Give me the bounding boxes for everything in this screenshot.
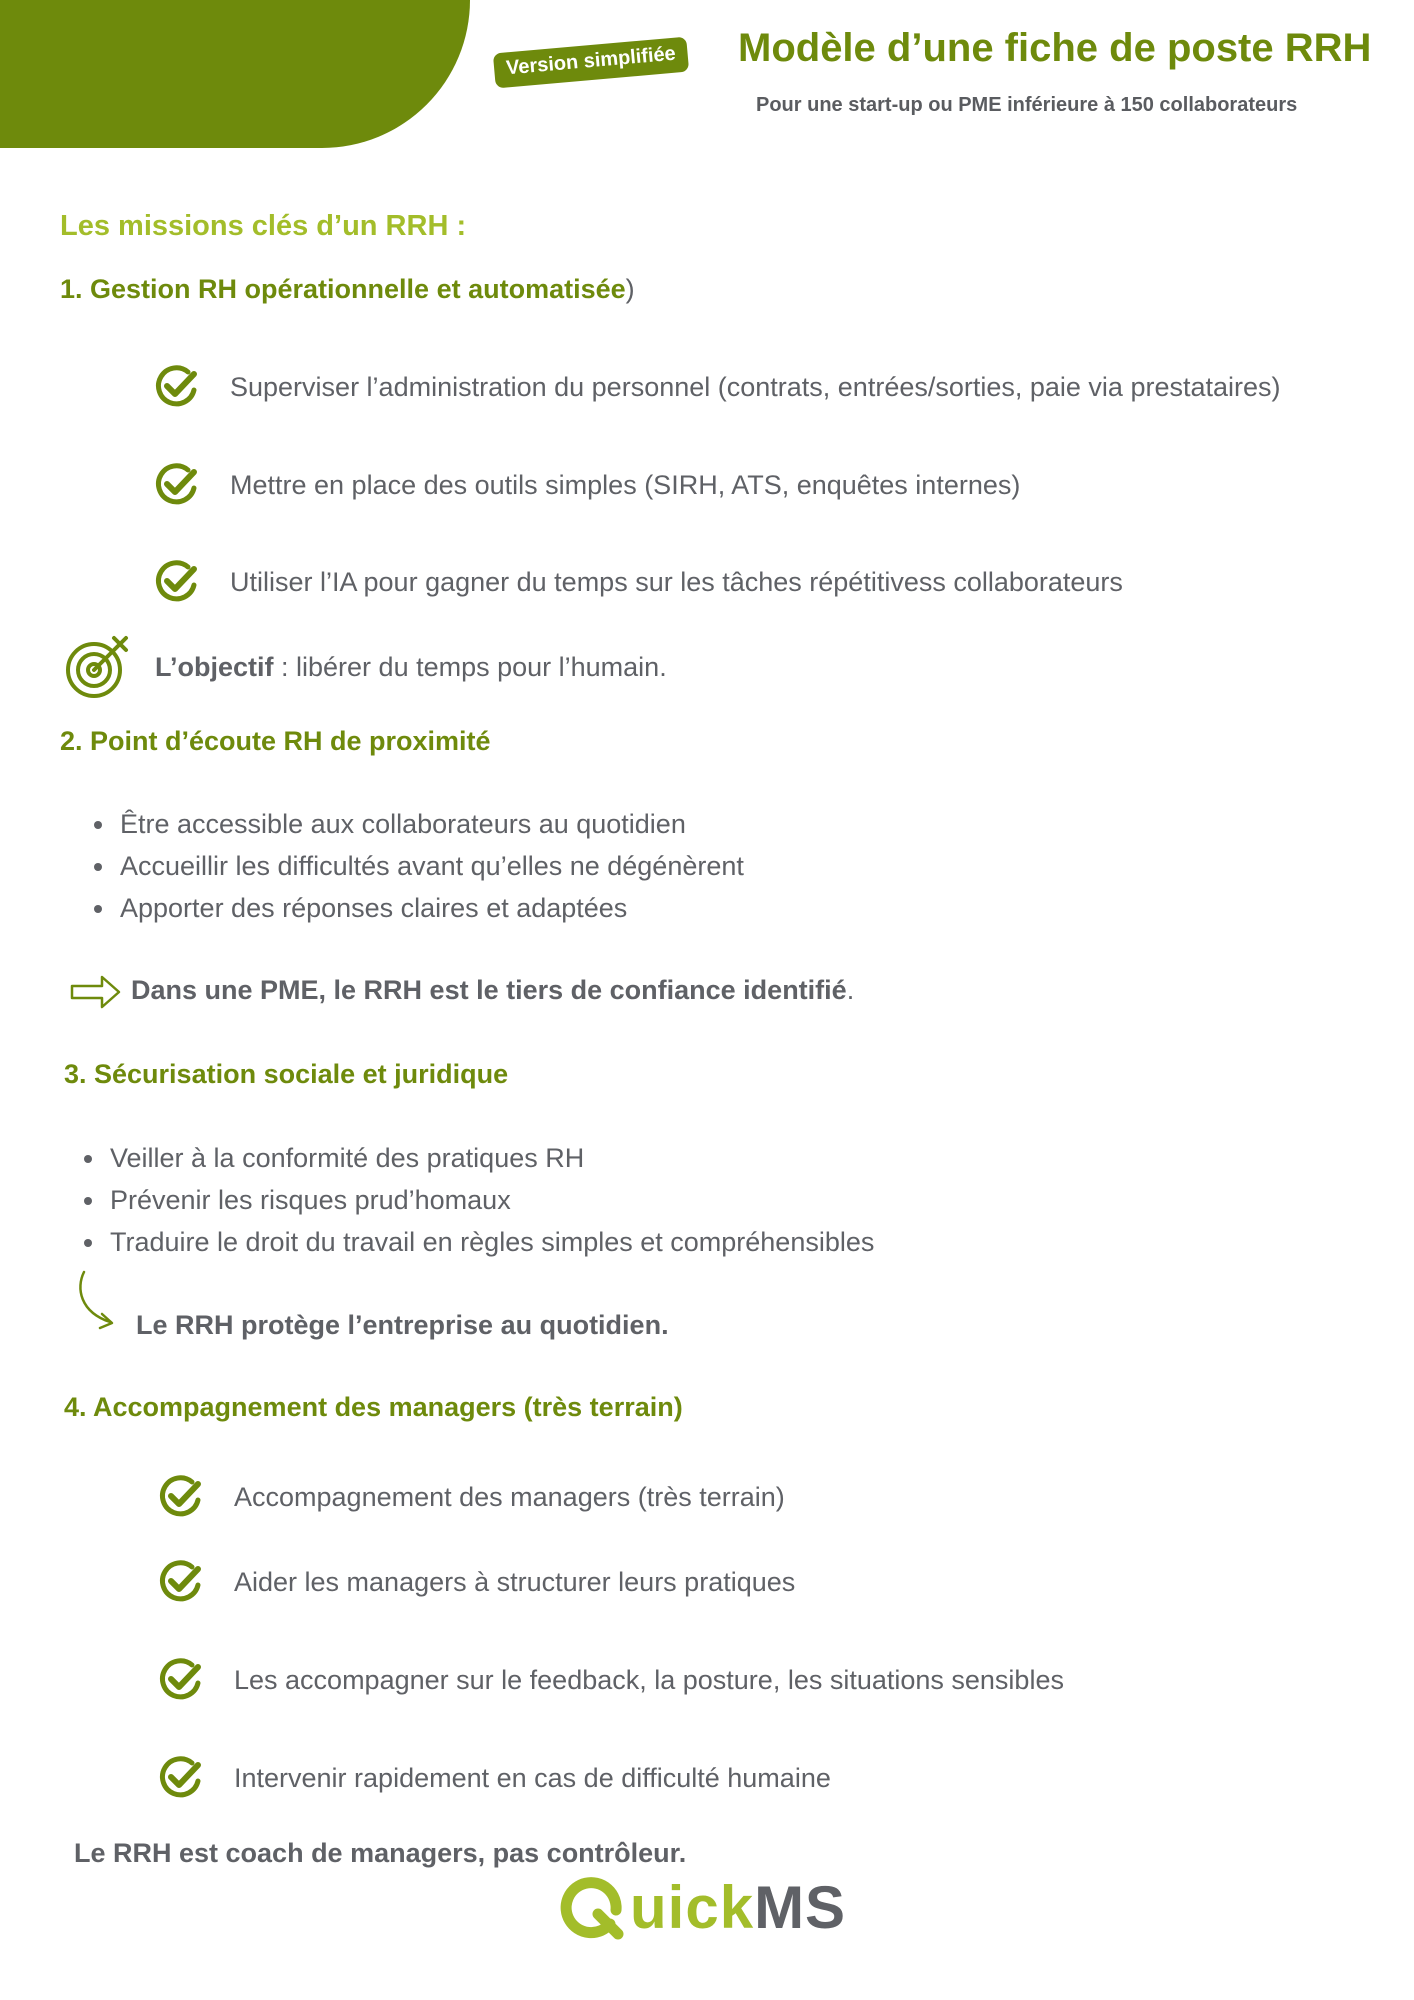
section2-list bbox=[90, 803, 744, 929]
version-badge: Version simplifiée bbox=[493, 37, 689, 89]
check-circle-icon bbox=[158, 1755, 204, 1801]
section1-objective-label: L’objectif bbox=[155, 652, 274, 682]
logo-text-ms: MS bbox=[754, 1873, 847, 1941]
section1-objective-text: : libérer du temps pour l’humain. bbox=[273, 652, 667, 682]
outline-arrow-right-icon bbox=[70, 974, 122, 1010]
list-item: Veiller à la conformité des pratiques RH bbox=[80, 1137, 874, 1179]
section2-conclusion-text: Dans une PME, le RRH est le tiers de confiance identifié bbox=[131, 975, 847, 1005]
target-arrow-icon bbox=[64, 632, 132, 700]
section1-item bbox=[154, 557, 1123, 607]
page-title: Modèle d’une fiche de poste RRH bbox=[738, 26, 1372, 70]
check-circle-icon bbox=[154, 462, 200, 508]
section1-item bbox=[154, 460, 1020, 510]
section4-item bbox=[158, 1472, 785, 1522]
section3-list bbox=[80, 1137, 874, 1263]
quickms-q-icon bbox=[560, 1874, 626, 1940]
list-item: Prévenir les risques prud’homaux bbox=[80, 1179, 874, 1221]
section3-heading: 3. Sécurisation sociale et juridique bbox=[64, 1059, 509, 1089]
section4-item bbox=[158, 1557, 795, 1607]
section2-conclusion bbox=[131, 975, 854, 1006]
section4-item bbox=[158, 1753, 831, 1803]
section1-item-text: Superviser l’administration du personnel (contrats, entrées/sorties, paie via prestataires) bbox=[230, 371, 1281, 402]
section3-conclusion: Le RRH protège l’entreprise au quotidien. bbox=[136, 1310, 669, 1340]
section4-item bbox=[158, 1655, 1064, 1705]
quickms-logo bbox=[560, 1872, 846, 1942]
check-circle-icon bbox=[158, 1657, 204, 1703]
section1-heading-text: 1. Gestion RH opérationnelle et automatisée bbox=[60, 274, 626, 304]
section2-heading: 2. Point d’écoute RH de proximité bbox=[60, 726, 491, 756]
list-item: Traduire le droit du travail en règles simples et compréhensibles bbox=[80, 1221, 874, 1263]
logo-text-quick: uick bbox=[630, 1873, 755, 1941]
page-subtitle: Pour une start-up ou PME inférieure à 150 collaborateurs bbox=[756, 94, 1298, 116]
section4-item-text: Intervenir rapidement en cas de difficulté humaine bbox=[234, 1762, 831, 1793]
section4-item-text: Aider les managers à structurer leurs pratiques bbox=[234, 1566, 796, 1597]
list-item: Accueillir les difficultés avant qu’elles ne dégénèrent bbox=[90, 845, 744, 887]
section1-item bbox=[154, 362, 1281, 412]
section1-heading-suffix: ) bbox=[625, 274, 635, 304]
header-corner-shape bbox=[0, 0, 470, 148]
list-item: Apporter des réponses claires et adaptées bbox=[90, 887, 744, 929]
section1-heading bbox=[60, 274, 635, 305]
section4-conclusion: Le RRH est coach de managers, pas contrôleur. bbox=[74, 1838, 687, 1868]
check-circle-icon bbox=[158, 1559, 204, 1605]
section4-item-text: Accompagnement des managers (très terrain) bbox=[234, 1481, 785, 1512]
missions-intro: Les missions clés d’un RRH : bbox=[60, 210, 467, 242]
section4-item-text: Les accompagner sur le feedback, la posture, les situations sensibles bbox=[234, 1664, 1064, 1695]
section2-conclusion-period: . bbox=[846, 975, 855, 1005]
section1-item-text: Mettre en place des outils simples (SIRH, ATS, enquêtes internes) bbox=[230, 469, 1021, 500]
section4-heading: 4. Accompagnement des managers (très terrain) bbox=[64, 1392, 683, 1422]
section1-objective bbox=[155, 652, 667, 683]
check-circle-icon bbox=[154, 559, 200, 605]
check-circle-icon bbox=[158, 1474, 204, 1520]
check-circle-icon bbox=[154, 364, 200, 410]
list-item: Être accessible aux collaborateurs au quotidien bbox=[90, 803, 744, 845]
section1-item-text: Utiliser l’IA pour gagner du temps sur les tâches répétitivess collaborateurs bbox=[230, 566, 1123, 597]
curved-arrow-icon bbox=[74, 1270, 120, 1332]
